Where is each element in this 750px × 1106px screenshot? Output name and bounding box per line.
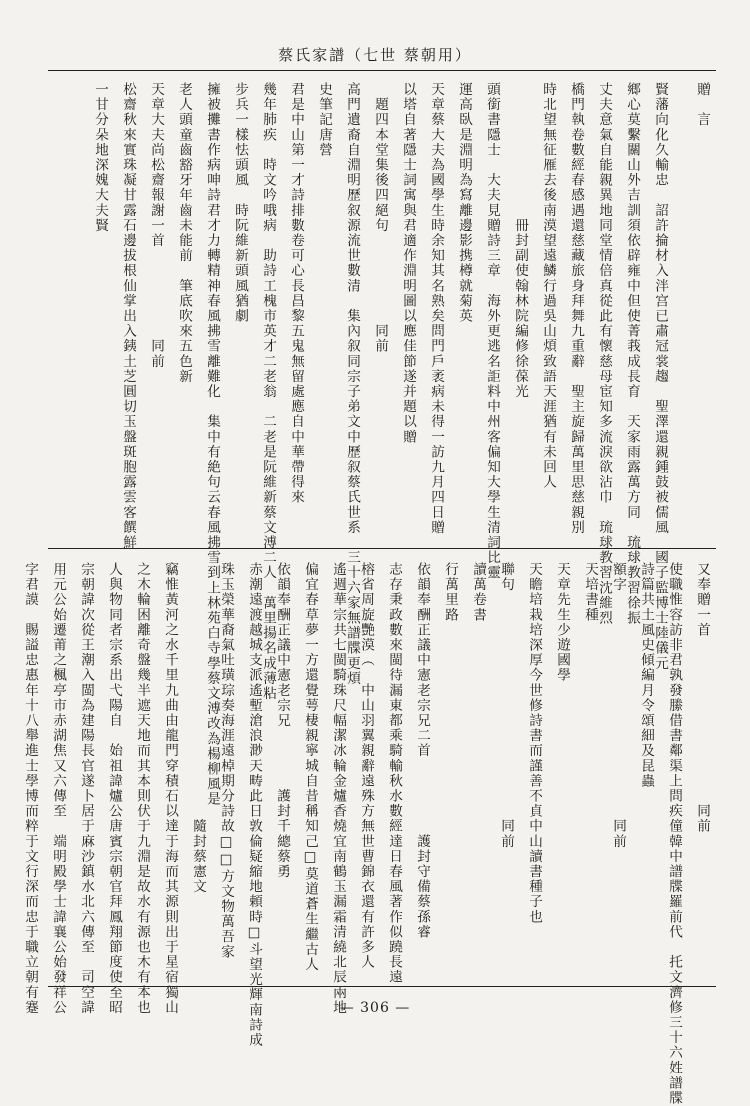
upper-text-column: 天章蔡大夫為國學生時余知其名熟矣問門戶袤病未得一訪九月四日贈 [428, 82, 444, 535]
lower-text-column: 赤潮遠渡越城支派遙塹滄浪渺天畴此日敦倫疑縮地頼時□斗望光輝南詩成 [246, 562, 262, 1048]
upper-text-column: 幾年肺疾 時文吟哦病 助詩工槐市英才二老翁 二老是阮維新蔡文溥二人 萬里揚名成薄粘 [260, 82, 276, 702]
lower-text-column: 天培書種 [582, 562, 598, 623]
lower-text-column: 聯句 同前 [498, 562, 514, 849]
lower-text-column: 天章先生少遊國學 [554, 562, 570, 683]
lower-text-column: 又奉贈一首 同前 [694, 562, 710, 834]
upper-text-column: 鄉心莫繫關山外吉訓須依辟雍中但使菁莪成長育 天家雨露萬方同 琉球教習徐振 [624, 82, 640, 626]
upper-text-column [674, 82, 688, 540]
lower-text-column: 遙週華宗共七閩騎珠尺幅潔冰輪金爐香燒宜南鶴玉漏霜清繞北辰兩地 [330, 562, 346, 1015]
page-number: — 306 — [339, 1000, 411, 1016]
upper-text-column: 一甘分朵地深媿大夫賢 [92, 82, 108, 233]
footer-rule [48, 986, 716, 987]
lower-text-column: 行萬里路 [442, 562, 458, 623]
upper-text-column: 橋門執卷數經春感遇還慈藏旅身拜舞九重辭 聖主旋歸萬里思慈親別 [568, 82, 584, 535]
upper-text-column: 步兵一樣怯頭風 時阮維新頭風猶劇 [232, 82, 248, 324]
upper-text-column: 題四本堂集後四絕句 同前 [372, 82, 388, 354]
upper-text-column: 賢藩向化久輸忠 詔許掄材入泮宫已肅冠裳趨 聖澤還親鍾鼓被儒風 國子監博士陸儀元 [652, 82, 668, 671]
lower-text-column: 額字 同前 [610, 562, 626, 849]
lower-text-column: 珠玉榮華裔氣吐璜琮奏海涯遠棹期分詩故□□方文物萬吾家 [218, 562, 234, 960]
upper-text-column: 高門遺裔自淵明歷叙源流世數清 集內叙同宗子弟文中歷叙蔡氏世系 三十六家無譜牒更煩 [344, 82, 360, 686]
upper-text-column: 史筆記唐營 [316, 82, 332, 158]
upper-text-column: 天章大夫尚松齋報謝一首 同前 [148, 82, 164, 369]
lower-text-column: 宗朝諱次從王潮入閩為建陽長官遂卜居于麻沙鎮水北六傳至 司空諱 [78, 562, 94, 1015]
upper-text-column: 以塔自著隱士詞寓與君適作淵明圖以應佳節遂并題以贈 [400, 82, 416, 445]
upper-text-column: 贈 言 [694, 82, 710, 128]
lower-text-column: 人與物同者宗系出弋陽自 始祖諱爐公唐賓宗朝官拜鳳翔節度使至昭 [106, 562, 122, 1015]
lower-text-column: 竊惟黃河之水千里九曲由龍門穿積石以達于海而其源則出于星宿獨山 [162, 562, 178, 1015]
upper-text-column: 老人頭童齒豁牙年齒未能前 筆底吹來五色新 [176, 82, 192, 384]
lower-text-column: 讀萬卷書 [470, 562, 486, 623]
upper-text-column: 頭銜書隱士 大夫見贈詩三章 海外更逃名詎料中州客偏知大學生清詞比靈 [484, 82, 500, 581]
lower-text-column: 依韻奉酬正議中憲老宗兄 護封千總蔡勇 [274, 562, 290, 880]
header-rule [48, 70, 716, 71]
lower-text-column: 志存秉政數來閩待漏東都乘騎輸秋水數經達日春風著作似蹺長遠 [386, 562, 402, 985]
lower-text-column: 詩篇共土風史傾編月令頌細及昆蟲 [638, 562, 654, 789]
upper-text-column: 時北望無征雁去後南漠望遠鱗行過吳山煩致語天涯猶有未回人 [540, 82, 556, 490]
lower-text-column: 使職惟容訪非君孰發縢借書鄰渠上問疾僮韓中譜牒羅前代 托文濟修三十六姓譜牒 [666, 562, 682, 1106]
section-divider [48, 548, 716, 549]
lower-text-column: 天瞻培栽培深厚今世修詩書而謹善不貞中山讀書種子也 [526, 562, 542, 925]
upper-text-column: 君是中山第一才詩排數卷可心長昌黎五鬼無留處應自中華帶得來 [288, 82, 304, 505]
lower-text-column: 偏宜春草夢一方還覺萼棲親寧城自昔稱知己□莫道蒼生繼古人 [302, 562, 318, 973]
lower-text-column: 隨封蔡憲文 [190, 562, 206, 895]
upper-text-column: 運高臥是淵明為寫離邊影携樽就菊英 [456, 82, 472, 324]
lower-text-column: 用元公始遷莆之楓亭市赤湖焦又六傳至 端明殿學士諱襄公始發祥公 [50, 562, 66, 1015]
lower-text-column: 榕省周旋艷漠（ 中山羽翼親辭遠殊方無世曹錦衣還有許多人 [358, 562, 374, 970]
lower-text-column: 字君謨 賜謚忠惠年十八舉進士學博而粹于文行深而忠于職立朝有蹇 [22, 562, 38, 1015]
upper-text-column: 松齋秋來實珠凝甘露石邊拔根仙掌出入銕土芝圓切玉盤斑胞露雲客饌鮮 [120, 82, 136, 551]
upper-text-column: 丈夫意氣自能親異地同堂情倍真從此有懷慈母宦知多流淚欲沾巾 琉球教習沈維烈 [596, 82, 612, 626]
upper-text-column: 擁被攤書作病呻詩君才力轉精神春風拂雪離難化 集中有絶句云春風拂雪到上林苑白寺學蔡文溥改為楊柳風是 [204, 82, 220, 807]
lower-text-column: 之木輪困離奇盤幾半遮天地而其本則伏于九淵是故水有源也木有本也 [134, 562, 150, 1015]
lower-text-column: 依韻奉酬正議中憲老宗兄二首 護封守備蔡孫睿 [414, 562, 430, 940]
page-header: 蔡氏家譜（七世 蔡朝用） [278, 46, 472, 64]
upper-text-column: 冊封副使翰林院編修徐葆光 [512, 82, 528, 400]
